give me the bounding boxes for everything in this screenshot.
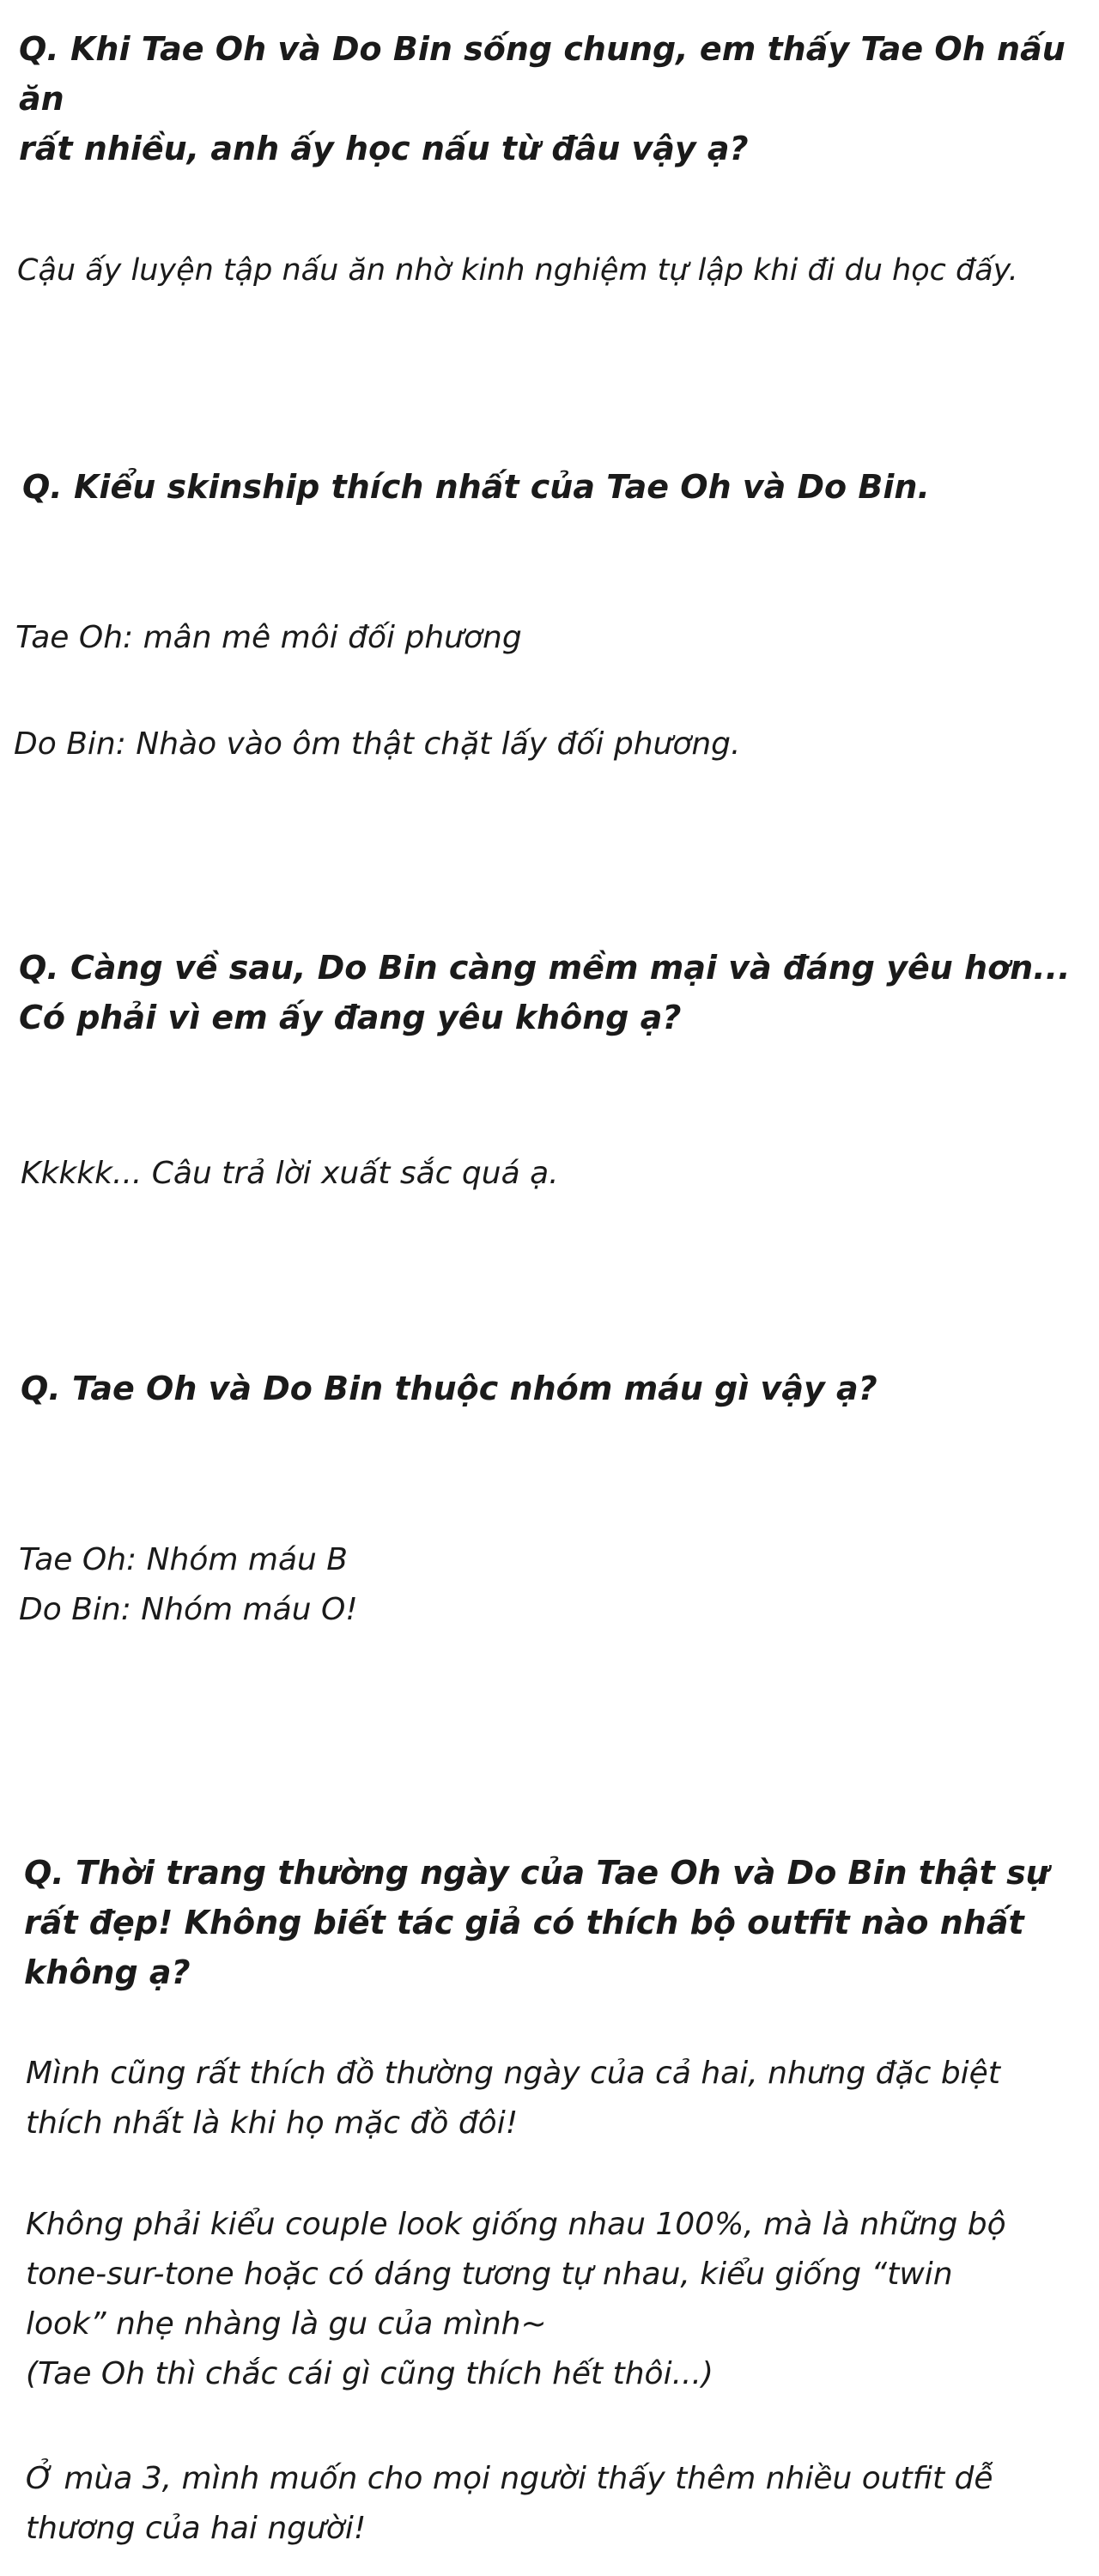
question-2: Q. Kiểu skinship thích nhất của Tae Oh và Do Bin. (22, 468, 930, 506)
answer-1: Cậu ấy luyện tập nấu ăn nhờ kinh nghiệm tự lập khi đi du học đấy. (17, 253, 1018, 288)
answer-5-paragraph-2: Không phải kiểu couple look giống nhau 100%, mà là những bộ tone-sur-tone hoặc có dáng tương tự nhau, kiểu giống “twin look” nhẹ nhàng là gu của mình~ (Tae Oh thì chắc cái gì cũng thích hết thôi...) (26, 2207, 1006, 2391)
answer-5-paragraph-1: Mình cũng rất thích đồ thường ngày của cả hai, nhưng đặc biệt thích nhất là khi họ mặc đồ đôi! (26, 2056, 1000, 2141)
question-3: Q. Càng về sau, Do Bin càng mềm mại và đáng yêu hơn... Có phải vì em ấy đang yêu không ạ? (19, 949, 1071, 1036)
question-4: Q. Tae Oh và Do Bin thuộc nhóm máu gì vậy ạ? (21, 1370, 877, 1407)
question-1: Q. Khi Tae Oh và Do Bin sống chung, em thấy Tae Oh nấu ăn rất nhiều, anh ấy học nấu từ đâu vậy ạ? (19, 30, 1066, 167)
answer-2-line-2: Do Bin: Nhào vào ôm thật chặt lấy đối phương. (14, 726, 741, 762)
answer-3: Kkkkk... Câu trả lời xuất sắc quá ạ. (21, 1156, 559, 1191)
answer-2-line-1: Tae Oh: mân mê môi đối phương (15, 620, 522, 655)
answer-5-paragraph-3: Ở mùa 3, mình muốn cho mọi người thấy thêm nhiều outfit dễ thương của hai người! (26, 2461, 993, 2546)
answer-4: Tae Oh: Nhóm máu B Do Bin: Nhóm máu O! (19, 1542, 358, 1627)
question-5: Q. Thời trang thường ngày của Tae Oh và Do Bin thật sự rất đẹp! Không biết tác giả có thích bộ outfit nào nhất không ạ? (24, 1854, 1049, 1991)
